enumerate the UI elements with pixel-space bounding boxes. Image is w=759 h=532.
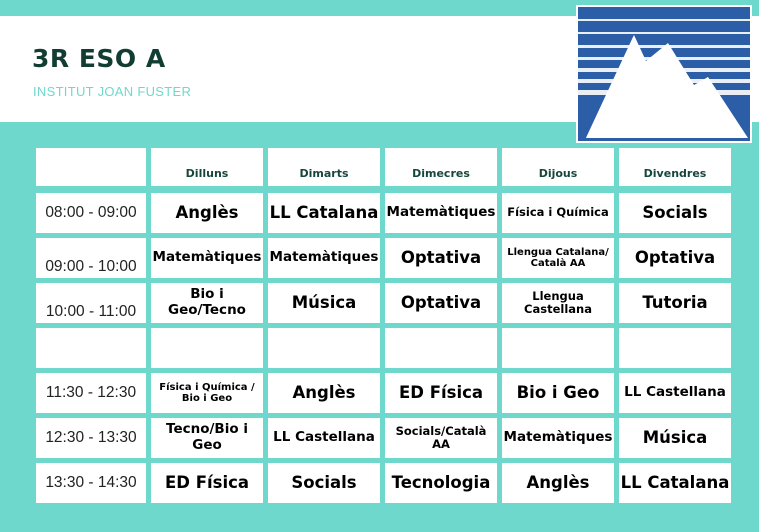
subject-cell: Matemàtiques	[268, 238, 380, 278]
time-slot-cell: 11:30 - 12:30	[36, 373, 146, 413]
subject-cell: Optativa	[385, 238, 497, 278]
subject-cell: Optativa	[619, 238, 731, 278]
subject-cell: Anglès	[502, 463, 614, 503]
subject-cell	[151, 328, 263, 368]
subject-cell: Socials	[619, 193, 731, 233]
subject-cell: Música	[268, 283, 380, 323]
page-subtitle: INSTITUT JOAN FUSTER	[33, 84, 192, 99]
subject-cell: Socials	[268, 463, 380, 503]
subject-cell: Tecno/Bio i Geo	[151, 418, 263, 458]
subject-cell: Optativa	[385, 283, 497, 323]
subject-cell	[268, 328, 380, 368]
subject-cell: Bio i Geo	[502, 373, 614, 413]
subject-cell: Bio i Geo/Tecno	[151, 283, 263, 323]
subject-cell: Anglès	[151, 193, 263, 233]
day-header-1: Dilluns	[151, 148, 263, 186]
day-header-2: Dimarts	[268, 148, 380, 186]
subject-cell: Física i Química	[502, 193, 614, 233]
subject-cell: LL Castellana	[268, 418, 380, 458]
time-slot-cell	[36, 328, 146, 368]
subject-cell: LL Catalana	[268, 193, 380, 233]
subject-cell: Música	[619, 418, 731, 458]
subject-cell: LL Catalana	[619, 463, 731, 503]
time-slot-cell: 10:00 - 11:00	[36, 283, 146, 323]
page-title: 3R ESO A	[32, 44, 166, 73]
day-header-4: Dijous	[502, 148, 614, 186]
time-slot-cell: 12:30 - 13:30	[36, 418, 146, 458]
subject-cell: Matemàtiques	[151, 238, 263, 278]
subject-cell: Tecnologia	[385, 463, 497, 503]
subject-cell: LL Castellana	[619, 373, 731, 413]
timetable	[33, 148, 732, 504]
time-slot-cell: 09:00 - 10:00	[36, 238, 146, 278]
subject-cell: Matemàtiques	[502, 418, 614, 458]
subject-cell: ED Física	[385, 373, 497, 413]
subject-cell: Socials/Català AA	[385, 418, 497, 458]
header-corner-cell	[36, 148, 146, 186]
subject-cell	[619, 328, 731, 368]
subject-cell: Física i Química / Bio i Geo	[151, 373, 263, 413]
subject-cell: Llengua Catalana/ Català AA	[502, 238, 614, 278]
subject-cell: Matemàtiques	[385, 193, 497, 233]
subject-cell: ED Física	[151, 463, 263, 503]
mountain-stripes-logo-icon	[576, 5, 752, 143]
day-header-5: Divendres	[619, 148, 731, 186]
subject-cell: Tutoria	[619, 283, 731, 323]
subject-cell	[502, 328, 614, 368]
day-header-3: Dimecres	[385, 148, 497, 186]
subject-cell: Llengua Castellana	[502, 283, 614, 323]
time-slot-cell: 13:30 - 14:30	[36, 463, 146, 503]
subject-cell: Anglès	[268, 373, 380, 413]
time-slot-cell: 08:00 - 09:00	[36, 193, 146, 233]
subject-cell	[385, 328, 497, 368]
